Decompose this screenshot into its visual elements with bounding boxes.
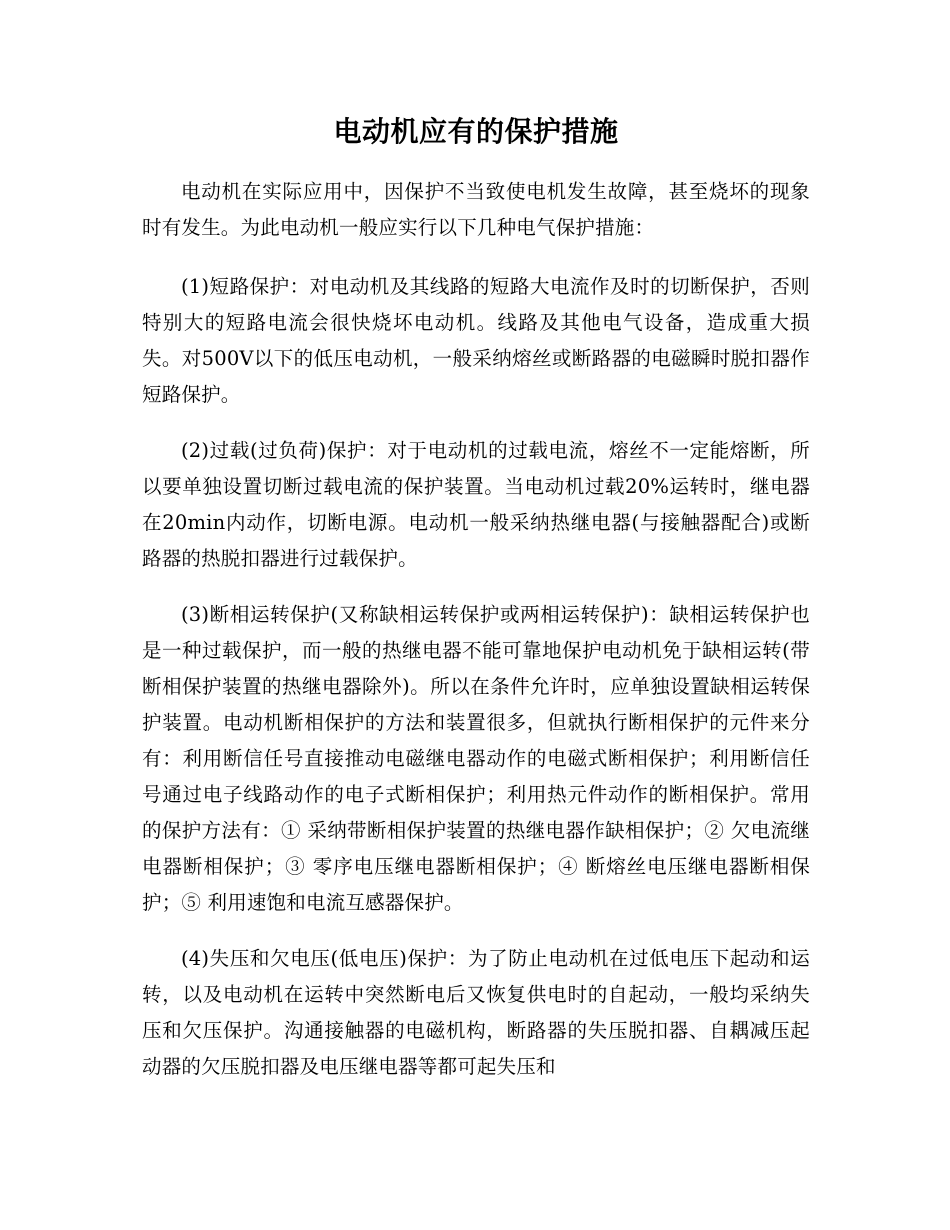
paragraph-phase-loss-protection: (3)断相运转保护(又称缺相运转保护或两相运转保护)：缺相运转保护也是一种过载保护，而一般的热继电器不能可靠地保护电动机免于缺相运转(带断相保护装置的热继电器除外)。所以在条件允许时，应单独设置缺相运转保护装置。电动机断相保护的方法和装置很多，但就执行断相保护的元件来分有：利用断信任号直接推动电磁继电器动作的电磁式断相保护；利用断信任号通过电子线路动作的电子式断相保护；利用热元件动作的断相保护。常用的保护方法有：① 采纳带断相保护装置的热继电器作缺相保护；② 欠电流继电器断相保护；③ 零序电压继电器断相保护；④ 断熔丝电压继电器断相保护；⑤ 利用速饱和电流互感器保护。 [142, 603, 810, 914]
paragraph-overload-protection: (2)过载(过负荷)保护：对于电动机的过载电流，熔丝不一定能熔断，所以要单独设置切断过载电流的保护装置。当电动机过载20%运转时，继电器在20min内动作，切断电源。电动机一般采纳热继电器(与接触器配合)或断路器的热脱扣器进行过载保护。 [142, 439, 810, 570]
paragraph-short-circuit-protection: (1)短路保护：对电动机及其线路的短路大电流作及时的切断保护，否则特别大的短路电流会很快烧坏电动机。线路及其他电气设备，造成重大损失。对500V以下的低压电动机，一般采纳熔丝或断路器的电磁瞬时脱扣器作短路保护。 [142, 275, 810, 406]
intro-paragraph: 电动机在实际应用中，因保护不当致使电机发生故障，甚至烧坏的现象时有发生。为此电动机一般应实行以下几种电气保护措施： [142, 180, 810, 239]
paragraph-undervoltage-protection: (4)失压和欠电压(低电压)保护：为了防止电动机在过低电压下起动和运转，以及电动机在运转中突然断电后又恢复供电时的自起动，一般均采纳失压和欠压保护。沟通接触器的电磁机构，断路器的失压脱扣器、自耦减压起动器的欠压脱扣器及电压继电器等都可起失压和 [142, 947, 810, 1078]
document-page [142, 112, 810, 1105]
document-title: 电动机应有的保护措施 [333, 115, 619, 148]
